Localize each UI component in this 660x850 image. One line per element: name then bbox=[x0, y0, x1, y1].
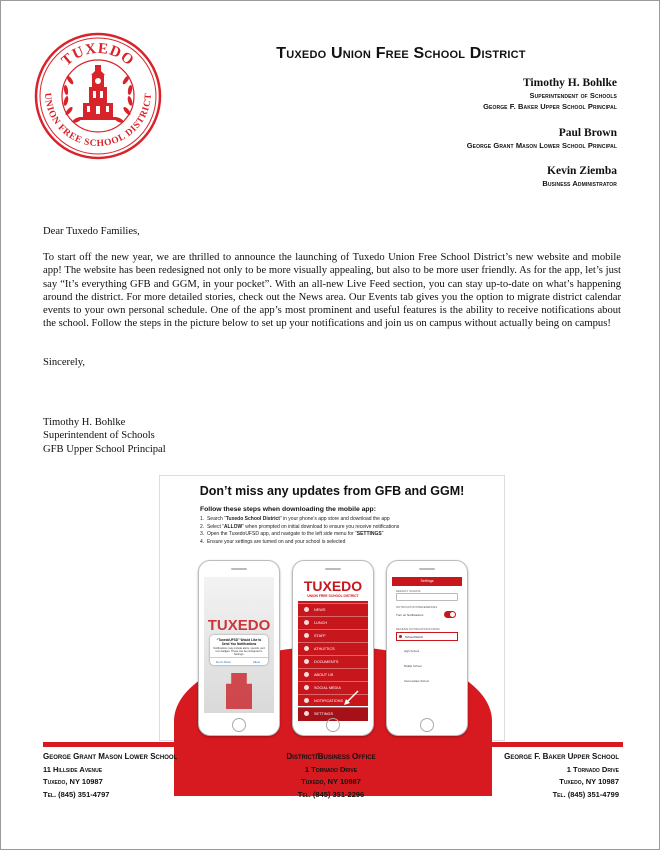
school-option-intermediate[interactable]: Intermediate School bbox=[404, 679, 429, 683]
phone-screen: TUXEDO UNION FREE SCHOOL DISTRICT NEWS LUNCH STAFF ATHLETICS DOCUMENTS ABOUT US SOCIAL MEDIA NOTIFICATIONS SETTINGS bbox=[298, 577, 368, 713]
footer-tel: Tel. (845) 351-4799 bbox=[552, 789, 619, 799]
allow-button[interactable]: Allow bbox=[252, 660, 260, 664]
staff-lower-principal bbox=[467, 127, 617, 150]
menu-item-lunch[interactable]: LUNCH bbox=[298, 616, 368, 630]
letter-body: To start off the new year, we are thrilled to announce the launching of Tuxedo Union Free School District’s new website and mobile app! The website has been redesigned not only to be more visually appealing, but also to be more user friendly. As for the app, let’s just say “It’s everything GFB and GGM, in your pocket”. With an all-new Live Feed section, you can stay up-to-date on what’s happening around the district. For more detailed stories, check out the News area. Our Events tab gives you the option to migrate district calendar events to your own personal schedule. One of the app’s most prominent and useful features is the ability to receive notifications about the school. Follow the steps in the picture below to set up your notifications and join us on campus without actually being on campus! bbox=[43, 252, 621, 330]
tuxedo-logo-text: TUXEDO bbox=[207, 617, 271, 634]
staff-business-admin bbox=[542, 165, 617, 188]
footer-lower-school bbox=[43, 751, 177, 801]
menu-item-staff[interactable]: STAFF bbox=[298, 629, 368, 643]
menu-item-settings[interactable]: SETTINGS bbox=[298, 707, 368, 721]
letter-closing: Sincerely, bbox=[43, 357, 85, 368]
footer-title: George Grant Mason Lower School bbox=[43, 752, 178, 761]
footer-district-office bbox=[261, 751, 401, 801]
footer-address: 1 Tornado Drive bbox=[566, 764, 619, 774]
svg-text:UNION FREE SCHOOL DISTRICT: UNION FREE SCHOOL DISTRICT bbox=[41, 92, 155, 150]
menu-item-about-us[interactable]: ABOUT US bbox=[298, 668, 368, 682]
menu-item-news[interactable]: NEWS bbox=[298, 603, 368, 617]
footer-title: District/Business Office bbox=[286, 752, 376, 761]
staff-role: George Grant Mason Lower School Principal bbox=[466, 141, 617, 150]
footer-upper-school bbox=[504, 751, 619, 801]
phone-mockup-permission bbox=[198, 560, 280, 736]
staff-name: Kevin Ziemba bbox=[547, 165, 617, 177]
default-school-select[interactable] bbox=[396, 593, 458, 601]
signature-title: GFB Upper School Principal bbox=[43, 443, 166, 455]
footer-address: 1 Tornado Drive bbox=[304, 764, 358, 774]
school-option-middle[interactable]: Middle School bbox=[404, 664, 422, 668]
menu-item-documents[interactable]: DOCUMENTS bbox=[298, 655, 368, 669]
staff-name: Paul Brown bbox=[558, 127, 617, 139]
staff-role: George F. Baker Upper School Principal bbox=[483, 102, 617, 111]
pointer-arrow-icon bbox=[342, 689, 360, 707]
footer-city: Tuxedo, NY 10987 bbox=[559, 777, 619, 786]
school-option-high[interactable]: High School bbox=[404, 649, 420, 653]
footer-city: Tuxedo, NY 10987 bbox=[43, 777, 103, 786]
flyer-step: 2. Select “ALLOW” when prompted on initial download to ensure you receive notifications bbox=[200, 523, 400, 530]
footer-address: 11 Hillside Avenue bbox=[43, 764, 103, 774]
phone-mockup-menu bbox=[292, 560, 374, 736]
flyer-step: 4. Ensure your settings are turned on and your school is selected bbox=[200, 538, 346, 545]
flyer-title: Don’t miss any updates from GFB and GGM! bbox=[199, 484, 465, 498]
letter-greeting: Dear Tuxedo Families, bbox=[43, 226, 140, 237]
staff-superintendent bbox=[483, 77, 617, 111]
district-title: Tuxedo Union Free School District bbox=[276, 45, 526, 62]
staff-role: Superintendent of Schools bbox=[529, 91, 617, 100]
app-flyer bbox=[159, 475, 505, 741]
footer-city: Tuxedo, NY 10987 bbox=[301, 777, 361, 786]
district-seal-logo bbox=[33, 31, 163, 161]
footer-divider bbox=[43, 742, 623, 747]
footer-tel: Tel. (845) 351-2296 bbox=[297, 789, 365, 799]
dont-allow-button[interactable]: Don’t Allow bbox=[216, 660, 231, 664]
signature-title: Superintendent of Schools bbox=[43, 430, 155, 442]
flyer-step: 1. Search “Tuxedo School District” in your phone’s app store and download the app bbox=[200, 516, 390, 522]
permission-dialog: “TuxedoUFSD” Would Like to Send You Notifications Notifications may include alerts, sounds, and icon badges. These can be configured in Settings. Don’t Allow Allow bbox=[210, 635, 268, 665]
staff-name: Timothy H. Bohlke bbox=[522, 77, 617, 89]
flyer-subtitle: Follow these steps when downloading the mobile app: bbox=[200, 506, 376, 513]
flyer-step: 3. Open the TuxedoUFSD app, and navigate to the left side menu for “SETTINGS” bbox=[200, 531, 384, 538]
settings-header: Settings bbox=[392, 577, 462, 586]
footer-title: George F. Baker Upper School bbox=[504, 752, 619, 761]
school-option-district[interactable]: School District bbox=[396, 632, 458, 641]
footer-tel: Tel. (845) 351-4797 bbox=[43, 789, 110, 799]
staff-role: Business Administrator bbox=[542, 179, 617, 188]
menu-item-notifications[interactable]: NOTIFICATIONS bbox=[298, 694, 368, 708]
notifications-toggle[interactable] bbox=[444, 611, 456, 618]
phone-screen bbox=[204, 577, 274, 713]
signature-block bbox=[43, 416, 621, 456]
menu-item-athletics[interactable]: ATHLETICS bbox=[298, 642, 368, 656]
menu-item-social-media[interactable]: SOCIAL MEDIA bbox=[298, 681, 368, 695]
phone-mockup-settings bbox=[386, 560, 468, 736]
flyer-steps bbox=[200, 516, 399, 546]
tuxedo-logo-text: TUXEDO bbox=[303, 578, 363, 594]
phone-screen: Settings DEFAULT SCHOOL NOTIFICATION PREFERENCES Turn on Notifications RECEIVE NOTIFICATIONS FROM School District High School Middle School Intermediate School bbox=[392, 577, 462, 713]
svg-text:TUXEDO: TUXEDO bbox=[58, 40, 138, 70]
signature-name: Timothy H. Bohlke bbox=[43, 417, 126, 428]
